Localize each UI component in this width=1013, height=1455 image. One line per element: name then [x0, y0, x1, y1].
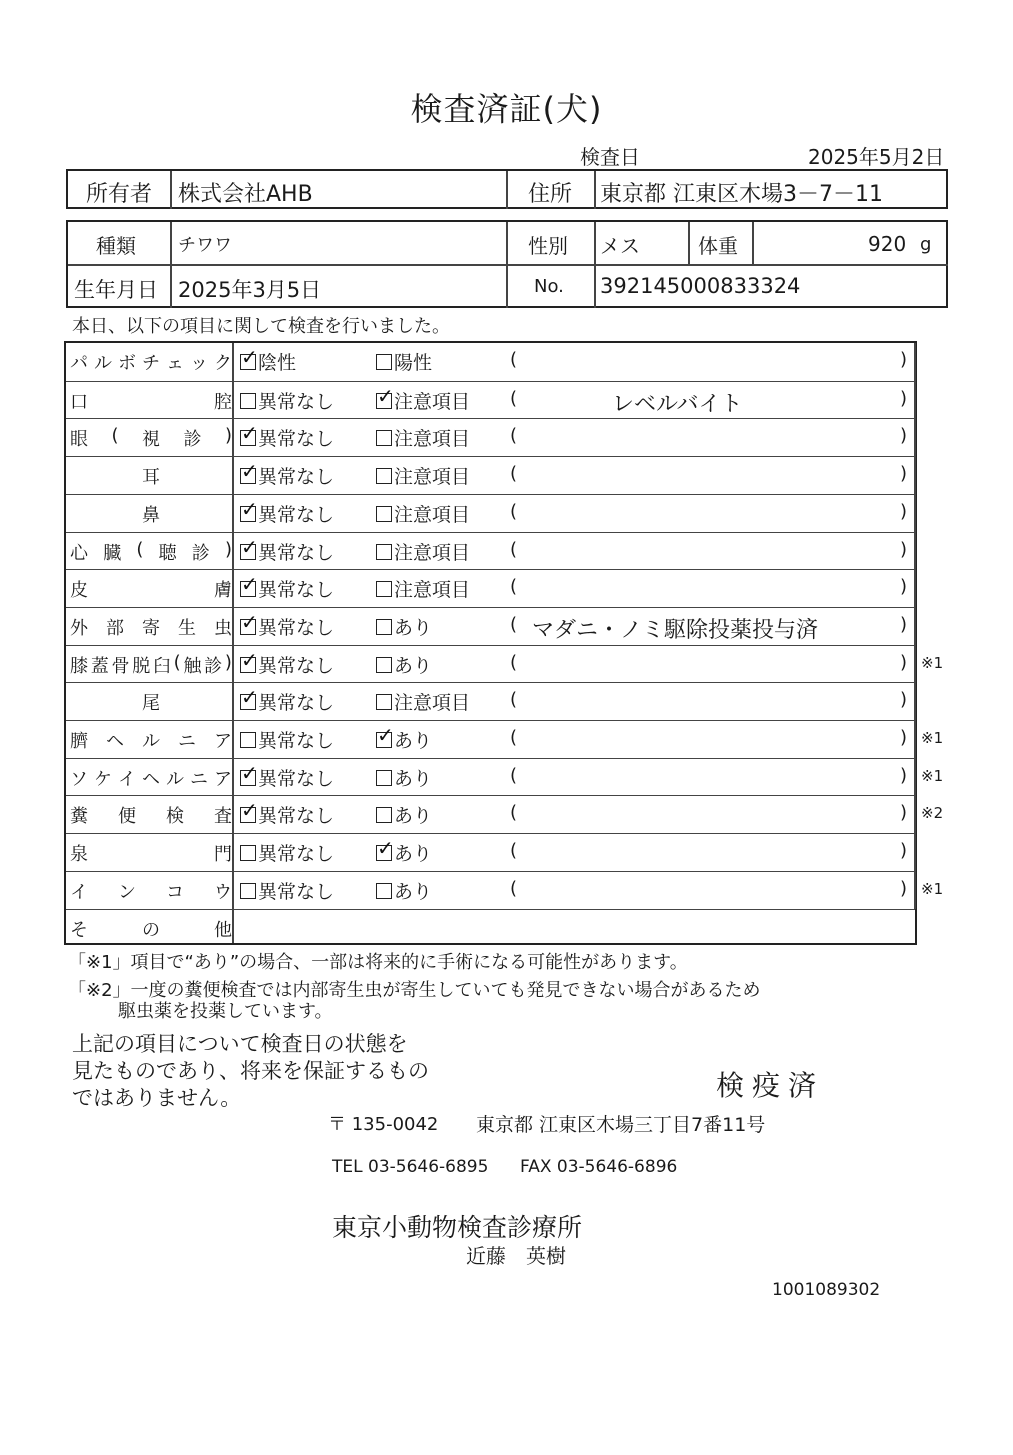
row-note: レベルバイト: [612, 391, 743, 417]
open-paren: (: [510, 689, 518, 711]
option-1-checkbox[interactable]: [240, 764, 334, 791]
row-label: 心 臓 ( 聴 診 ): [70, 538, 232, 564]
clinic-name: 東京小動物検査診療所: [332, 1213, 583, 1242]
row-label: イ ン コ ウ: [70, 881, 232, 903]
footnote-mark: ※2: [921, 804, 944, 823]
option-1-label: 異常なし: [258, 428, 335, 451]
option-2-checkbox[interactable]: [376, 575, 470, 602]
intro-text: 本日、以下の項目に関して検査を行いました。: [72, 316, 450, 337]
option-2-label: あり: [394, 767, 433, 790]
open-paren: (: [510, 538, 518, 560]
row-label: 糞 便 検 査: [70, 806, 232, 828]
quarantine-stamp: 検疫済: [716, 1069, 825, 1102]
row-note: マダニ・ノミ駆除投薬投与済: [532, 617, 819, 643]
option-2-label: あり: [394, 843, 433, 866]
page-title: 検査済証(犬): [410, 90, 603, 128]
option-1-label: 異常なし: [258, 616, 335, 639]
open-paren: (: [510, 764, 518, 786]
checklist-row: [66, 682, 915, 720]
clinic-tel: TEL 03-5646-6895: [332, 1157, 489, 1177]
footnote-mark: ※1: [921, 653, 944, 672]
option-2-checkbox[interactable]: [376, 500, 470, 527]
row-label: 外 部 寄 生 虫: [70, 617, 232, 639]
exam-date-label: 検査日: [580, 145, 640, 169]
checklist-row: [66, 645, 915, 683]
close-paren: ): [900, 500, 908, 522]
option-2-label: あり: [394, 880, 433, 903]
open-paren: (: [510, 500, 518, 522]
option-1-label: 陰性: [258, 352, 297, 374]
option-2-checkbox[interactable]: [376, 801, 432, 828]
option-2-checkbox[interactable]: [376, 688, 470, 715]
option-1-checkbox[interactable]: [240, 538, 334, 565]
option-1-checkbox[interactable]: [240, 801, 334, 828]
open-paren: (: [510, 576, 518, 598]
option-2-checkbox[interactable]: [376, 726, 432, 753]
checklist-row: [66, 418, 915, 456]
close-paren: ): [900, 538, 908, 560]
option-1-checkbox[interactable]: [240, 575, 334, 602]
open-paren: (: [510, 463, 518, 485]
option-1-label: 異常なし: [258, 579, 335, 602]
footnote-mark: ※1: [921, 879, 944, 898]
option-1-label: 異常なし: [258, 767, 335, 790]
option-2-checkbox[interactable]: [376, 613, 432, 640]
option-1-label: 異常なし: [258, 654, 335, 677]
option-1-checkbox[interactable]: [240, 500, 334, 527]
checklist-row: [66, 833, 915, 871]
option-1-label: 異常なし: [258, 692, 335, 715]
row-label: 眼 ( 視 診 ): [70, 425, 232, 451]
owner-value: 株式会社AHB: [178, 182, 313, 207]
row-label: 膝 蓋 骨 脱 臼 ( 触 診 ): [70, 651, 232, 677]
open-paren: (: [510, 727, 518, 748]
open-paren: (: [510, 651, 518, 673]
option-1-label: 異常なし: [258, 390, 335, 413]
option-1-checkbox[interactable]: [240, 726, 334, 753]
option-1-label: 異常なし: [258, 541, 335, 564]
close-paren: ): [900, 349, 908, 370]
close-paren: ): [900, 689, 908, 711]
checklist-row: [66, 795, 915, 833]
postal-code: 〒 135-0042: [328, 1114, 439, 1135]
document-number: 1001089302: [772, 1280, 881, 1300]
doctor-name: 近藤 英樹: [466, 1244, 566, 1268]
checklist-row: [66, 456, 915, 494]
row-label: 皮 膚: [70, 580, 232, 602]
option-1-checkbox[interactable]: [240, 424, 334, 451]
open-paren: (: [510, 802, 518, 824]
row-label: 尾: [142, 693, 160, 715]
option-1-checkbox[interactable]: [240, 348, 296, 375]
checklist-row: [66, 343, 915, 381]
option-2-label: 注意項目: [394, 579, 471, 602]
checklist-row: [66, 758, 915, 796]
option-2-checkbox[interactable]: [376, 348, 432, 375]
row-label: 耳: [142, 467, 160, 489]
weight-unit: g: [920, 234, 932, 255]
close-paren: ): [900, 764, 908, 786]
owner-table: [66, 169, 948, 209]
row-label: 鼻: [142, 504, 160, 526]
option-1-checkbox[interactable]: [240, 462, 334, 489]
breed-label: 種類: [96, 234, 136, 258]
checklist-row: [66, 532, 915, 570]
address-label: 住所: [528, 182, 573, 207]
sex-value: メス: [600, 234, 640, 258]
option-1-label: 異常なし: [258, 730, 335, 752]
option-2-label: あり: [394, 730, 433, 752]
open-paren: (: [510, 349, 518, 370]
option-1-label: 異常なし: [258, 503, 335, 526]
option-2-label: 陽性: [394, 352, 433, 374]
weight-value: 920: [868, 232, 907, 256]
option-1-checkbox[interactable]: [240, 613, 334, 640]
option-1-label: 異常なし: [258, 805, 335, 828]
disclaimer-line-1: 上記の項目について検査日の状態を: [72, 1032, 408, 1056]
pet-info-table: [66, 220, 948, 308]
option-2-checkbox[interactable]: [376, 877, 432, 904]
footnote-mark: ※1: [921, 729, 944, 747]
birth-label: 生年月日: [74, 278, 158, 302]
number-value: 392145000833324: [600, 274, 801, 298]
close-paren: ): [900, 727, 908, 748]
option-2-label: 注意項目: [394, 390, 471, 413]
option-2-checkbox[interactable]: [376, 424, 470, 451]
close-paren: ): [900, 613, 908, 635]
footnote-1: 「※1」項目で“あり”の場合、一部は将来的に手術になる可能性があります。: [68, 952, 688, 973]
option-2-label: あり: [394, 654, 433, 677]
option-2-label: 注意項目: [394, 503, 471, 526]
close-paren: ): [900, 425, 908, 447]
checklist-row: [66, 607, 915, 645]
row-label: 臍 ヘ ル ニ ア: [70, 731, 232, 752]
disclaimer-line-2: 見たものであり、将来を保証するもの: [72, 1059, 429, 1083]
option-1-checkbox[interactable]: [240, 839, 334, 866]
option-2-checkbox[interactable]: [376, 538, 470, 565]
address-value: 東京都 江東区木場3－7－11: [600, 182, 883, 207]
row-label: ソ ケ イ ヘ ル ニ ア: [70, 768, 232, 790]
option-2-checkbox[interactable]: [376, 839, 432, 866]
close-paren: ): [900, 877, 908, 899]
open-paren: (: [510, 613, 518, 635]
option-1-checkbox[interactable]: [240, 688, 334, 715]
option-2-label: あり: [394, 616, 433, 639]
disclaimer-line-3: ではありません。: [72, 1086, 242, 1110]
close-paren: ): [900, 387, 908, 409]
option-2-label: 注意項目: [394, 466, 471, 489]
footnote-2: 「※2」一度の糞便検査では内部寄生虫が寄生していても発見できない場合があるため: [68, 980, 761, 1001]
close-paren: ): [900, 840, 908, 862]
close-paren: ): [900, 576, 908, 598]
row-label: パ ル ボ チ ェ ッ ク: [70, 353, 232, 374]
option-2-checkbox[interactable]: [376, 764, 432, 791]
option-2-checkbox[interactable]: [376, 387, 470, 414]
checklist-row: [66, 494, 915, 532]
option-2-label: 注意項目: [394, 692, 471, 715]
close-paren: ): [900, 651, 908, 673]
close-paren: ): [900, 463, 908, 485]
clinic-fax: FAX 03-5646-6896: [520, 1157, 678, 1177]
option-1-label: 異常なし: [258, 466, 335, 489]
sex-label: 性別: [528, 234, 568, 258]
birth-value: 2025年3月5日: [178, 278, 322, 302]
footnote-mark: ※1: [921, 766, 944, 785]
open-paren: (: [510, 425, 518, 447]
option-1-checkbox[interactable]: [240, 877, 334, 904]
option-1-label: 異常なし: [258, 843, 335, 866]
checklist-row: [66, 381, 915, 419]
open-paren: (: [510, 877, 518, 899]
option-2-checkbox[interactable]: [376, 651, 432, 678]
checklist-row: [66, 720, 915, 758]
option-2-checkbox[interactable]: [376, 462, 470, 489]
option-1-checkbox[interactable]: [240, 651, 334, 678]
owner-label: 所有者: [86, 182, 153, 207]
checklist-row: [66, 569, 915, 607]
weight-label: 体重: [698, 234, 738, 258]
breed-value: チワワ: [178, 235, 232, 256]
exam-checklist: [64, 341, 917, 945]
exam-date-value: 2025年5月2日: [808, 145, 945, 169]
row-label: 泉 門: [70, 844, 232, 866]
checklist-row: [66, 909, 915, 947]
close-paren: ): [900, 802, 908, 824]
number-label: No.: [534, 276, 564, 297]
open-paren: (: [510, 840, 518, 862]
option-2-label: 注意項目: [394, 541, 471, 564]
row-label: そ の 他: [70, 919, 232, 941]
option-2-label: 注意項目: [394, 428, 471, 451]
option-1-checkbox[interactable]: [240, 387, 334, 414]
option-1-label: 異常なし: [258, 880, 335, 903]
checklist-row: [66, 871, 915, 909]
open-paren: (: [510, 387, 518, 409]
option-2-label: あり: [394, 805, 433, 828]
footnote-2-cont: 駆虫薬を投薬しています。: [118, 1001, 333, 1022]
row-label: 口 腔: [70, 391, 232, 413]
clinic-address: 東京都 江東区木場三丁目7番11号: [476, 1114, 766, 1136]
